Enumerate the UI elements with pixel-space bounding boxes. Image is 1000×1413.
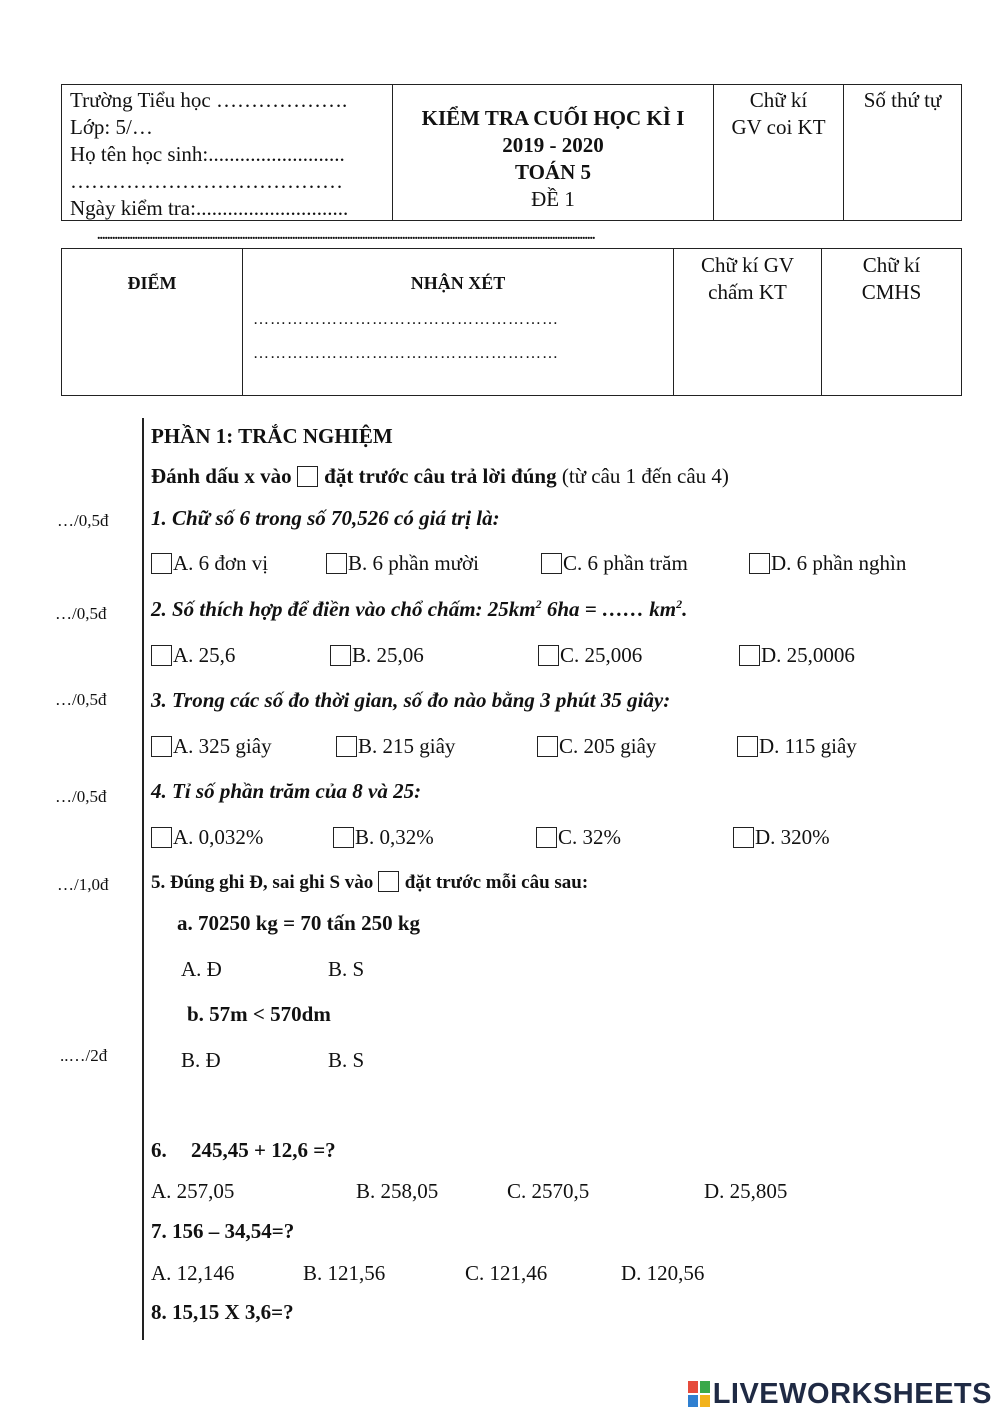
- q4-option-b[interactable]: [333, 825, 434, 850]
- q5a-option-2[interactable]: B. S: [328, 957, 365, 981]
- q1-checkbox-c[interactable]: [541, 553, 562, 574]
- q4-checkbox-b[interactable]: [333, 827, 354, 848]
- q8-text: 8. 15,15 X 3,6=?: [151, 1300, 294, 1324]
- proctor-sig-label-1: Chữ kí: [749, 88, 808, 112]
- q6-option-d[interactable]: D. 25,805: [704, 1179, 788, 1203]
- section-title: PHẦN 1: TRẮC NGHIỆM: [151, 424, 393, 448]
- q5b-option-1[interactable]: B. Đ: [181, 1048, 221, 1072]
- q2-sup-2: 2: [676, 597, 683, 611]
- q4-option-c-label: C. 32%: [558, 825, 621, 849]
- exam-date-line: Ngày kiểm tra:.............................: [70, 196, 349, 220]
- proctor-signature-cell: [714, 85, 844, 220]
- q1-checkbox-a[interactable]: [151, 553, 172, 574]
- q1-option-c[interactable]: [541, 551, 688, 576]
- q2-checkbox-a[interactable]: [151, 645, 172, 666]
- q3-checkbox-a[interactable]: [151, 736, 172, 757]
- q6-option-c[interactable]: C. 2570,5: [507, 1179, 590, 1203]
- q6-option-b[interactable]: B. 258,05: [356, 1179, 439, 1203]
- q1-option-a-label: A. 6 đơn vị: [173, 551, 269, 575]
- score-cell: [62, 249, 243, 395]
- q3-option-d-label: D. 115 giây: [759, 734, 857, 758]
- parent-sig-label-2: CMHS: [861, 280, 922, 304]
- liveworksheets-logo: [688, 1378, 992, 1410]
- exam-subject: TOÁN 5: [514, 160, 592, 184]
- order-number-label: Số thứ tự: [863, 88, 942, 112]
- q5-checkbox-sample: [378, 871, 399, 892]
- q1-checkbox-b[interactable]: [326, 553, 347, 574]
- q2-sup-1: 2: [535, 597, 542, 611]
- q5b-option-2[interactable]: B. S: [328, 1048, 365, 1072]
- q2-option-c[interactable]: [538, 643, 642, 668]
- exam-title: KIỂM TRA CUỐI HỌC KÌ I: [421, 106, 685, 130]
- q2-option-c-label: C. 25,006: [560, 643, 643, 667]
- class-line: Lớp: 5/…: [70, 115, 153, 139]
- cut-line: .......................................................................................................................................................................................................: [97, 228, 595, 243]
- checkbox-sample: [297, 466, 318, 487]
- exam-header-table: [61, 84, 962, 221]
- q2-option-b[interactable]: [330, 643, 424, 668]
- q3-option-b[interactable]: [336, 734, 455, 759]
- q1-option-c-label: C. 6 phần trăm: [563, 551, 688, 575]
- q2-checkbox-d[interactable]: [739, 645, 760, 666]
- q2-text: [151, 597, 687, 622]
- q5-sub-points: ..…/2đ: [60, 1046, 108, 1065]
- q7-option-a[interactable]: A. 12,146: [151, 1261, 235, 1285]
- q5-points: …/1,0đ: [57, 875, 109, 894]
- q2-text-b: 6ha = …… km: [541, 597, 677, 621]
- q4-option-a-label: A. 0,032%: [173, 825, 264, 849]
- q7-text: 7. 156 – 34,54=?: [151, 1219, 295, 1243]
- comment-label: NHẬN XÉT: [410, 273, 506, 293]
- order-number-cell: [844, 85, 961, 220]
- exam-title-cell: [393, 85, 714, 220]
- q6-expression: 245,45 + 12,6 =?: [191, 1138, 336, 1162]
- q3-checkbox-c[interactable]: [537, 736, 558, 757]
- score-label: ĐIỂM: [127, 273, 177, 293]
- exam-year: 2019 - 2020: [502, 133, 604, 157]
- q5-text-a: 5. Đúng ghi Đ, sai ghi S vào: [151, 872, 374, 893]
- q1-points: …/0,5đ: [57, 511, 109, 530]
- q7-option-b[interactable]: B. 121,56: [303, 1261, 386, 1285]
- liveworksheets-wordmark: LIVEWORKSHEETS: [712, 1377, 992, 1410]
- section-instruction: [151, 464, 729, 489]
- q3-option-d[interactable]: [737, 734, 857, 759]
- q1-checkbox-d[interactable]: [749, 553, 770, 574]
- q5a-text: a. 70250 kg = 70 tấn 250 kg: [177, 911, 420, 935]
- q2-text-a: 2. Số thích hợp để điền vào chổ chấm: 25km: [151, 597, 536, 621]
- q3-points: …/0,5đ: [55, 690, 107, 709]
- q4-option-c[interactable]: [536, 825, 621, 850]
- q6-number: 6.: [151, 1138, 167, 1162]
- grader-sig-label-1: Chữ kí GV: [700, 253, 795, 277]
- q4-option-d[interactable]: [733, 825, 830, 850]
- liveworksheets-mark-icon: [688, 1381, 710, 1407]
- q2-points: …/0,5đ: [55, 604, 107, 623]
- q4-option-a[interactable]: [151, 825, 263, 850]
- q2-option-d[interactable]: [739, 643, 855, 668]
- q4-points: …/0,5đ: [55, 787, 107, 806]
- q2-option-a-label: A. 25,6: [173, 643, 236, 667]
- q3-option-b-label: B. 215 giây: [358, 734, 456, 758]
- q7-option-c[interactable]: C. 121,46: [465, 1261, 548, 1285]
- q2-text-c: .: [682, 597, 688, 621]
- q4-option-b-label: B. 0,32%: [355, 825, 434, 849]
- school-line: Trường Tiểu học ……………….: [70, 88, 348, 112]
- q3-option-c[interactable]: [537, 734, 656, 759]
- q2-option-b-label: B. 25,06: [352, 643, 424, 667]
- student-name-dots: …………………………………: [70, 169, 343, 193]
- q4-checkbox-a[interactable]: [151, 827, 172, 848]
- q1-option-a[interactable]: [151, 551, 268, 576]
- q5a-option-1[interactable]: A. Đ: [181, 957, 222, 981]
- q3-option-a-label: A. 325 giây: [173, 734, 272, 758]
- instruction-part-c: (từ câu 1 đến câu 4): [561, 464, 729, 488]
- q4-text: 4. Tỉ số phần trăm của 8 và 25:: [151, 779, 422, 803]
- comment-cell: [243, 249, 674, 395]
- exam-code: ĐỀ 1: [531, 187, 575, 211]
- q3-checkbox-d[interactable]: [737, 736, 758, 757]
- q3-option-a[interactable]: [151, 734, 272, 759]
- q4-checkbox-d[interactable]: [733, 827, 754, 848]
- student-info-cell: [62, 85, 393, 220]
- q3-text: 3. Trong các số đo thời gian, số đo nào bằng 3 phút 35 giây:: [151, 688, 671, 712]
- q2-option-d-label: D. 25,0006: [761, 643, 855, 667]
- comment-dots-1: ………………………………………………: [253, 311, 559, 328]
- parent-signature-cell: [822, 249, 961, 395]
- instruction-part-a: Đánh dấu x vào: [151, 464, 292, 488]
- q4-checkbox-c[interactable]: [536, 827, 557, 848]
- q6-option-a[interactable]: A. 257,05: [151, 1179, 235, 1203]
- q2-checkbox-c[interactable]: [538, 645, 559, 666]
- grader-signature-cell: [674, 249, 822, 395]
- student-name-line: Họ tên học sinh:..........................: [70, 142, 345, 166]
- parent-sig-label-1: Chữ kí: [862, 253, 921, 277]
- q2-option-a[interactable]: [151, 643, 235, 668]
- q7-option-d[interactable]: D. 120,56: [621, 1261, 705, 1285]
- q1-option-b-label: B. 6 phần mười: [348, 551, 479, 575]
- q5-text-b: đặt trước mỗi câu sau:: [404, 872, 589, 893]
- q1-option-b[interactable]: [326, 551, 479, 576]
- grader-sig-label-2: chấm KT: [708, 280, 787, 304]
- q1-text: 1. Chữ số 6 trong số 70,526 có giá trị là:: [151, 506, 500, 530]
- score-table: [61, 248, 962, 396]
- q1-option-d[interactable]: [749, 551, 906, 576]
- instruction-part-b: đặt trước câu trả lời đúng: [324, 464, 557, 488]
- margin-divider: [142, 418, 144, 1340]
- q3-option-c-label: C. 205 giây: [559, 734, 657, 758]
- q3-checkbox-b[interactable]: [336, 736, 357, 757]
- q5-text: [151, 871, 588, 894]
- proctor-sig-label-2: GV coi KT: [731, 115, 826, 139]
- comment-dots-2: ………………………………………………: [253, 345, 559, 362]
- q2-checkbox-b[interactable]: [330, 645, 351, 666]
- q5b-text: b. 57m < 570dm: [187, 1002, 331, 1026]
- q1-option-d-label: D. 6 phần nghìn: [771, 551, 907, 575]
- q4-option-d-label: D. 320%: [755, 825, 830, 849]
